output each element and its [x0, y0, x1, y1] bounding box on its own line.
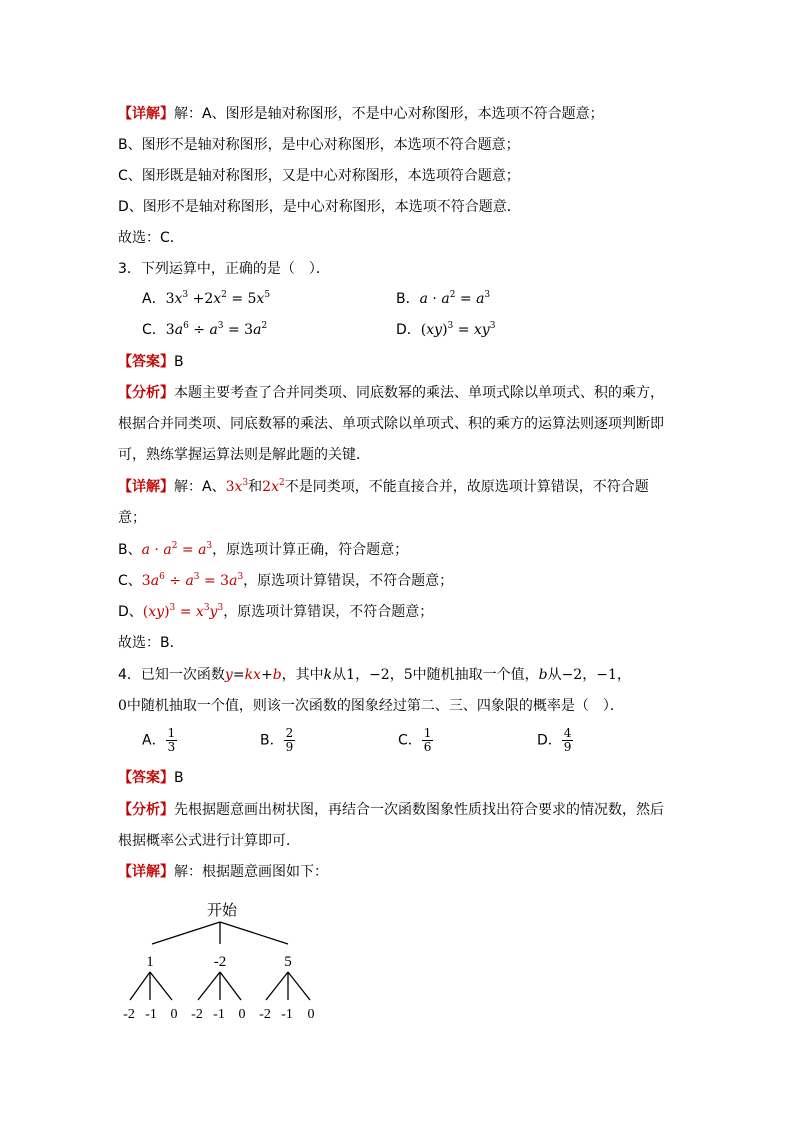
detail-text: D、 — [118, 604, 143, 620]
option-label: A． — [142, 732, 166, 749]
tree-node-level2: -1 — [213, 1007, 225, 1022]
tree-node-level2: -1 — [145, 1007, 157, 1022]
detail-tag: 【详解】 — [118, 106, 174, 122]
detail-text: 解：A、 — [174, 479, 226, 495]
answer-tag: 【答案】 — [118, 354, 174, 370]
detail-text: B、 — [118, 542, 142, 558]
tree-node-level2: -1 — [281, 1007, 293, 1022]
tree-node-level2: -2 — [191, 1007, 203, 1022]
option-label: A． — [142, 291, 166, 307]
tree-edge — [288, 972, 310, 1000]
choose-line: 故选：C． — [118, 230, 184, 246]
tree-edge — [220, 972, 241, 1000]
fraction-denominator: 9 — [563, 740, 572, 754]
q3-analysis-line-2: 根据合并同类项、同底数幂的乘法、单项式除以单项式、积的乘方的运算法则逐项判断即 — [118, 416, 664, 432]
tree-node-level2: -2 — [123, 1007, 135, 1022]
analysis-tag: 【分析】 — [118, 385, 174, 401]
fraction-denominator: 9 — [285, 740, 294, 754]
fraction-numerator: 2 — [285, 726, 294, 740]
detail-text: 不是同类项，不能直接合并，故原选项计算错误，不符合题 — [284, 479, 649, 495]
analysis-tag: 【分析】 — [118, 802, 174, 818]
tree-node-level2: -2 — [259, 1007, 271, 1022]
fraction-denominator: 6 — [423, 740, 432, 754]
detail-text: ，原选项计算正确，符合题意； — [212, 542, 409, 558]
tree-edge — [198, 972, 220, 1000]
stem-text: 中随机抽取一个值， — [412, 667, 539, 683]
fraction-numerator: 1 — [423, 726, 432, 740]
fraction-numerator: 1 — [167, 726, 176, 740]
q3-detail-line-c: C、$3a^6 \div a^3 = 3a^3$，原选项计算错误，不符合题意； — [118, 572, 454, 589]
fraction-numerator: 4 — [563, 726, 572, 740]
question-3-stem: 3．下列运算中，正确的是（ ）． — [118, 261, 330, 277]
q3-option-b: B．$a \cdot a^2 = a^3$ — [396, 290, 491, 307]
q3-option-a: A．$3x^3 +2x^2 = 5x^5$ — [142, 290, 271, 307]
q3-choose-line: 故选：B． — [118, 635, 184, 651]
answer-value: B — [174, 770, 184, 786]
option-label: B． — [396, 291, 420, 307]
detail-intro-text: 解：A、图形是轴对称图形，不是中心对称图形，本选项不符合题意； — [174, 106, 604, 122]
stem-text: 4．已知一次函数 — [118, 667, 225, 683]
option-label: C． — [142, 322, 166, 338]
detail-text: ，原选项计算错误，不符合题意； — [223, 604, 434, 620]
tree-node-level2: 0 — [307, 1007, 315, 1022]
stem-text: 从 — [547, 667, 562, 683]
detail-tag: 【详解】 — [118, 479, 174, 495]
tree-edge — [152, 922, 220, 944]
fraction-denominator: 3 — [167, 740, 176, 754]
detail-line-d: D、图形不是轴对称图形，是中心对称图形，本选项不符合题意． — [118, 199, 521, 215]
stem-text: ，其中 — [281, 667, 324, 683]
analysis-text: 本题主要考查了合并同类项、同底数幂的乘法、单项式除以单项式、积的乘方， — [174, 385, 664, 401]
option-label: C． — [398, 732, 422, 749]
q3-detail-line-a: 【详解】解：A、$3x^3$和$2x^2$不是同类项，不能直接合并，故原选项计算错误，不符合题 — [118, 478, 649, 495]
q4-analysis-line-2: 根据概率公式进行计算即可． — [118, 833, 300, 849]
option-label: B． — [260, 732, 284, 749]
tree-edge — [220, 922, 288, 944]
detail-line-b: B、图形不是轴对称图形，是中心对称图形，本选项不符合题意； — [118, 137, 520, 153]
answer-tag: 【答案】 — [118, 770, 174, 786]
q3-detail-line-d: D、$(xy)^3 = x^3y^3$，原选项计算错误，不符合题意； — [118, 603, 434, 620]
tree-edge — [130, 972, 150, 1000]
q3-option-d: D．$(xy)^3 = xy^3$ — [396, 321, 496, 338]
tree-node-level2: 0 — [238, 1007, 246, 1022]
tree-node-level2: 0 — [170, 1007, 178, 1022]
q3-detail-line-a-tail: 意； — [118, 510, 146, 526]
detail-text: 解：根据题意画图如下： — [174, 864, 328, 880]
analysis-text: 先根据题意画出树状图，再结合一次函数图象性质找出符合要求的情况数，然后 — [174, 802, 664, 818]
tree-edge — [266, 972, 288, 1000]
option-label: D． — [396, 322, 421, 338]
detail-text: 和 — [248, 479, 263, 495]
question-4-stem-line-2: 0中随机抽取一个值，则该一次函数的图象经过第二、三、四象限的概率是（ ）． — [118, 698, 624, 714]
q3-detail-line-b: B、$a \cdot a^2 = a^3$，原选项计算正确，符合题意； — [118, 541, 409, 558]
tree-node-level1: 1 — [146, 954, 154, 970]
tree-root: 开始 — [206, 903, 238, 919]
stem-text: 从 — [332, 667, 347, 683]
option-label: D． — [537, 732, 562, 749]
detail-text: C、 — [118, 573, 142, 589]
tree-node-level1: -2 — [213, 954, 227, 970]
detail-line-c: C、图形既是轴对称图形，又是中心对称图形，本选项符合题意； — [118, 168, 520, 184]
detail-text: ，原选项计算错误，不符合题意； — [243, 573, 454, 589]
q3-analysis-line-3: 可，熟练掌握运算法则是解此题的关键． — [118, 447, 370, 463]
tree-edge — [150, 972, 172, 1000]
answer-value: B — [174, 354, 184, 370]
question-4-stem-line-1: 4．已知一次函数y=kx+b，其中k从1，−2，5中随机抽取一个值，b从−2，−1， — [118, 667, 631, 683]
stem-text: 中随机抽取一个值，则该一次函数的图象经过第二、三、四象限的概率是（ ）． — [126, 698, 624, 714]
q3-option-c: C．$3a^6 \div a^3 = 3a^2$ — [142, 321, 268, 338]
detail-tag: 【详解】 — [118, 864, 174, 880]
tree-node-level1: 5 — [284, 954, 292, 970]
